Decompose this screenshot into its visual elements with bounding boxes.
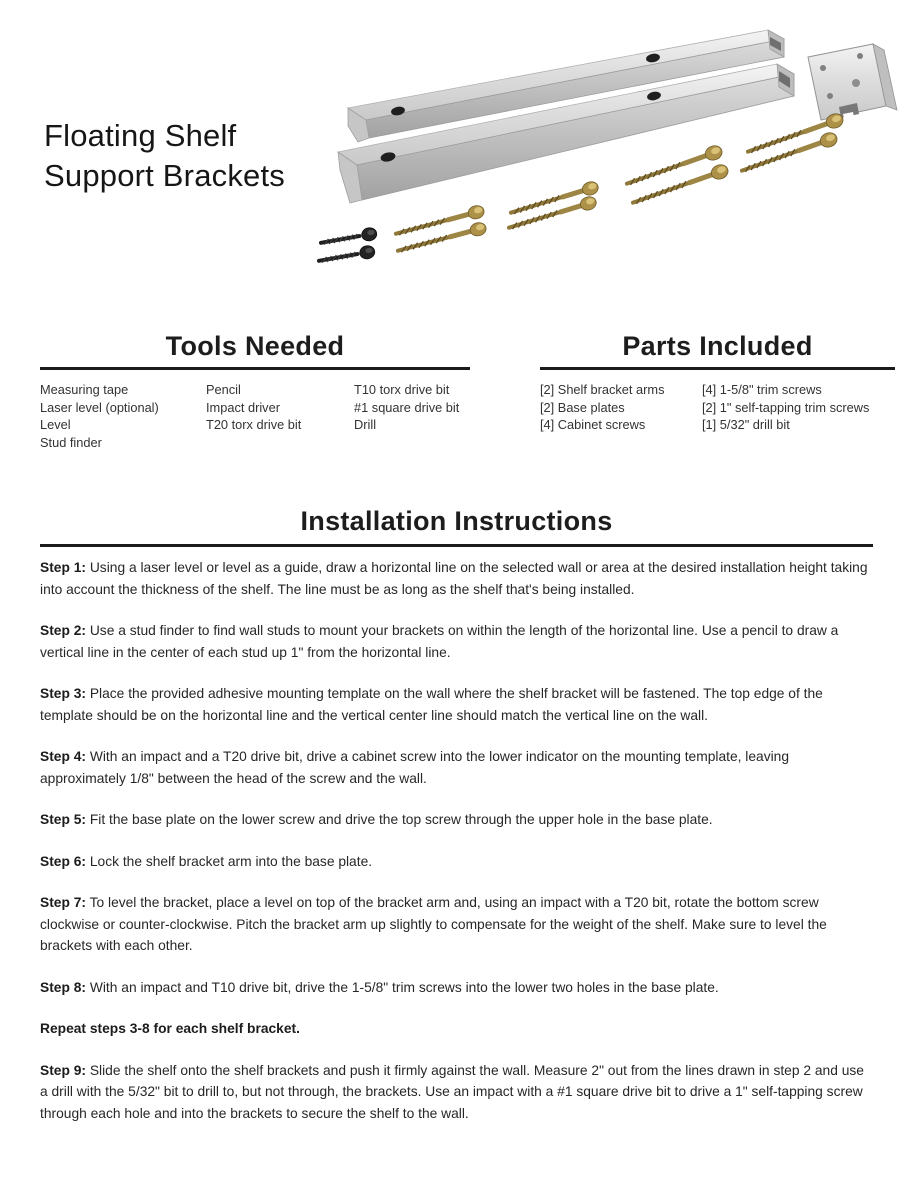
tool-item: Level xyxy=(40,417,71,432)
page-title xyxy=(44,116,285,196)
part-item: [4] 1-5/8" trim screws xyxy=(702,382,822,397)
step-text: To level the bracket, place a level on top of the bracket arm and, using an impact with a T20 bit, rotate the bottom screw clockwise or counter-clockwise. Pitch the bracket arm up slightly to compensate for the weight of the shelf. Make sure to level the brackets with each other. xyxy=(40,895,827,953)
step-text: Lock the shelf bracket arm into the base plate. xyxy=(89,853,373,869)
step-label: Step 7: xyxy=(40,895,86,910)
step-text: Using a laser level or level as a guide, draw a horizontal line on the selected wall or area at the desired installation height taking into account the thickness of the shelf. The line must be as long as the shelf that's being installed. xyxy=(40,560,868,597)
step-6 xyxy=(40,851,873,873)
tool-item: Impact driver xyxy=(206,399,280,415)
step-5 xyxy=(40,809,873,831)
step-text: Use a stud finder to find wall studs to mount your brackets on within the length of the horizontal line. Use a pencil to draw a vertical line in the center of each stud up 1" from the horizontal line. xyxy=(40,623,839,660)
tools-column-3 xyxy=(354,381,470,451)
tool-item: Stud finder xyxy=(40,434,102,450)
page-title-line2: Support Brackets xyxy=(44,157,285,193)
step-label: Step 2: xyxy=(40,623,86,638)
step-label: Step 9: xyxy=(40,1062,86,1078)
trim-screws xyxy=(394,180,600,257)
step-8 xyxy=(40,977,873,999)
tool-item: Measuring tape xyxy=(40,382,129,397)
instructions-section xyxy=(40,506,873,1144)
instructions-steps xyxy=(40,557,873,1124)
step-3 xyxy=(40,683,873,726)
step-label: Step 5: xyxy=(40,812,86,827)
parts-column-2 xyxy=(702,381,895,434)
instructions-heading: Installation Instructions xyxy=(40,506,873,547)
part-item: [1] 5/32" drill bit xyxy=(702,417,790,432)
part-item: [2] Shelf bracket arms xyxy=(540,382,665,397)
tools-heading: Tools Needed xyxy=(40,331,470,370)
step-text: With an impact and T10 drive bit, drive the 1-5/8" trim screws into the lower two holes in the base plate. xyxy=(89,979,719,995)
tools-columns xyxy=(40,381,470,451)
step-text: Fit the base plate on the lower screw and drive the top screw through the upper hole in the base plate. xyxy=(89,812,713,827)
step-label: Step 3: xyxy=(40,686,86,701)
tool-item: T20 torx drive bit xyxy=(206,417,302,432)
step-label: Step 8: xyxy=(40,979,86,995)
tools-parts-row xyxy=(40,331,895,451)
step-label: Step 1: xyxy=(40,560,86,575)
part-item: [4] Cabinet screws xyxy=(540,417,646,432)
step-text: Slide the shelf onto the shelf brackets and push it firmly against the wall. Measure 2" out from the lines drawn in step 2 and use a drill with the 5/32" bit to drill to, but not through, the brackets. Use an impact with a #1 square drive bit to drive a 1" self-tapping screw through each hole and into the brackets to secure the shelf to the wall. xyxy=(40,1062,864,1121)
step-9 xyxy=(40,1060,873,1125)
parts-columns xyxy=(540,381,895,434)
step-7 xyxy=(40,892,873,957)
step-label: Step 4: xyxy=(40,749,86,764)
tool-item: Drill xyxy=(354,417,377,432)
part-item: [2] Base plates xyxy=(540,399,625,415)
parts-heading: Parts Included xyxy=(540,331,895,370)
repeat-note: Repeat steps 3-8 for each shelf bracket. xyxy=(40,1021,300,1036)
step-1 xyxy=(40,557,873,600)
tool-item: Pencil xyxy=(206,382,241,397)
tools-column-1 xyxy=(40,381,206,451)
page-title-line1: Floating Shelf xyxy=(44,117,237,153)
part-item: [2] 1" self-tapping trim screws xyxy=(702,399,870,415)
base-plate xyxy=(808,44,897,124)
step-text: Place the provided adhesive mounting template on the wall where the shelf bracket will be fastened. The top edge of the template should be on the horizontal line and the vertical center line should match the vertical line on the wall. xyxy=(40,686,823,723)
self-tapping-screws xyxy=(318,227,378,268)
step-text: With an impact and a T20 drive bit, drive a cabinet screw into the lower indicator on the mounting template, leaving approximately 1/8" between the head of the screw and the wall. xyxy=(40,749,790,786)
step-2 xyxy=(40,620,873,663)
product-photo xyxy=(300,0,912,292)
tool-item: T10 torx drive bit xyxy=(354,382,450,397)
parts-section xyxy=(540,331,895,451)
bracket-kit-illustration xyxy=(300,0,912,292)
step-label: Step 6: xyxy=(40,853,86,869)
tools-section xyxy=(40,331,470,451)
tool-item: #1 square drive bit xyxy=(354,399,460,415)
tool-item: Laser level (optional) xyxy=(40,399,159,415)
tools-column-2 xyxy=(206,381,354,451)
parts-column-1 xyxy=(540,381,702,434)
step-4 xyxy=(40,746,873,789)
